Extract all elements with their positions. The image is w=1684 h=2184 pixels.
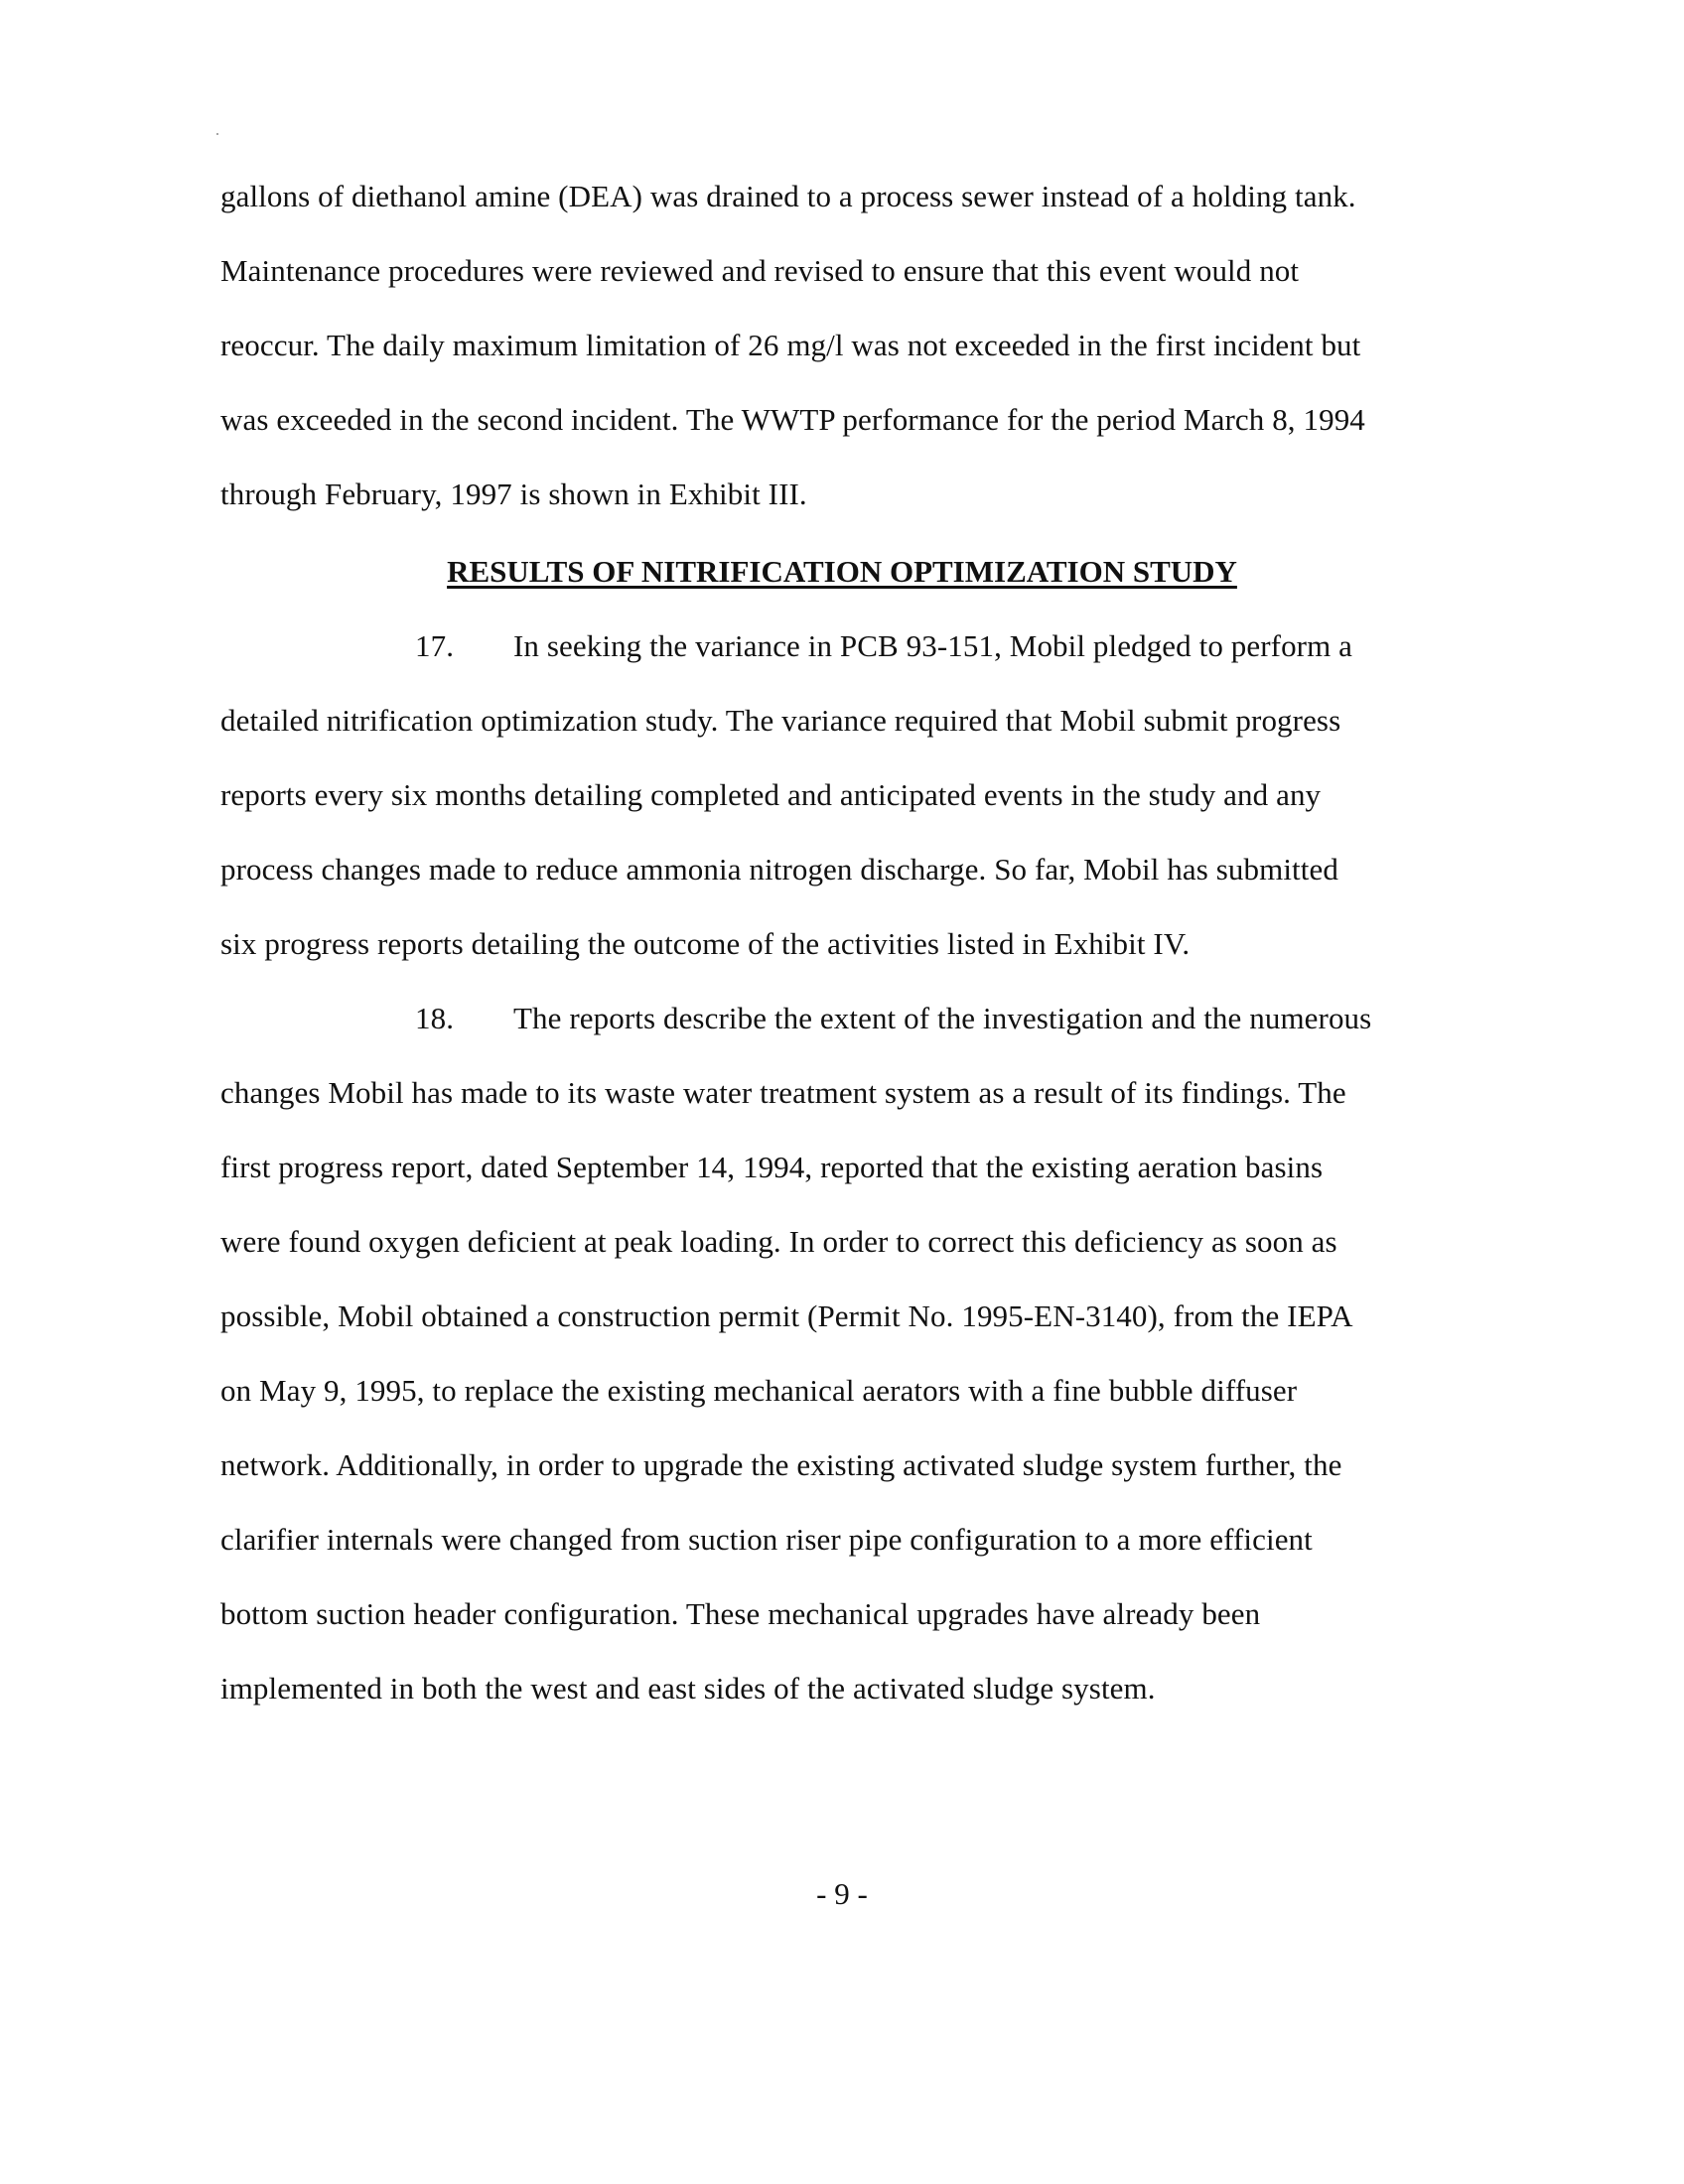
section-heading: RESULTS OF NITRIFICATION OPTIMIZATION STUDY (447, 554, 1237, 589)
body-text-line: process changes made to reduce ammonia nitrogen discharge. So far, Mobil has submitted (220, 852, 1338, 887)
body-text-line: clarifier internals were changed from suction riser pipe configuration to a more efficient (220, 1522, 1313, 1557)
paragraph-text: In seeking the variance in PCB 93-151, Mobil pledged to perform a (513, 628, 1353, 663)
body-text-line: reports every six months detailing completed and anticipated events in the study and any (220, 777, 1322, 812)
paragraph-17-first-line (415, 628, 1352, 664)
body-text-line: six progress reports detailing the outcome of the activities listed in Exhibit IV. (220, 926, 1191, 961)
body-text-line: changes Mobil has made to its waste water treatment system as a result of its findings. The (220, 1075, 1346, 1110)
body-text-line: bottom suction header configuration. These mechanical upgrades have already been (220, 1596, 1261, 1631)
paragraph-text: The reports describe the extent of the investigation and the numerous (513, 1001, 1372, 1035)
paragraph-18-first-line (415, 1001, 1371, 1036)
body-text-line: first progress report, dated September 14, 1994, reported that the existing aeration basins (220, 1150, 1324, 1184)
body-text-line: possible, Mobil obtained a construction permit (Permit No. 1995-EN-3140), from the IEPA (220, 1298, 1353, 1333)
body-text-line: was exceeded in the second incident. The WWTP performance for the period March 8, 1994 (220, 402, 1365, 437)
paragraph-number: 17. (415, 628, 455, 663)
scan-speck (216, 133, 218, 135)
body-text-line: through February, 1997 is shown in Exhibit III. (220, 477, 807, 511)
body-text-line: on May 9, 1995, to replace the existing mechanical aerators with a fine bubble diffuser (220, 1373, 1298, 1408)
body-text-line: network. Additionally, in order to upgrade the existing activated sludge system further, the (220, 1447, 1342, 1482)
body-text-line: gallons of diethanol amine (DEA) was drained to a process sewer instead of a holding tank. (220, 179, 1356, 213)
body-text-line: implemented in both the west and east sides of the activated sludge system. (220, 1671, 1156, 1706)
body-text-line: detailed nitrification optimization study. The variance required that Mobil submit progress (220, 703, 1341, 738)
body-text-line: were found oxygen deficient at peak loading. In order to correct this deficiency as soon as (220, 1224, 1337, 1259)
body-text-line: reoccur. The daily maximum limitation of 26 mg/l was not exceeded in the first incident but (220, 328, 1361, 362)
body-text-line: Maintenance procedures were reviewed and revised to ensure that this event would not (220, 253, 1300, 288)
page-number: - 9 - (816, 1876, 868, 1911)
paragraph-number: 18. (415, 1001, 455, 1035)
